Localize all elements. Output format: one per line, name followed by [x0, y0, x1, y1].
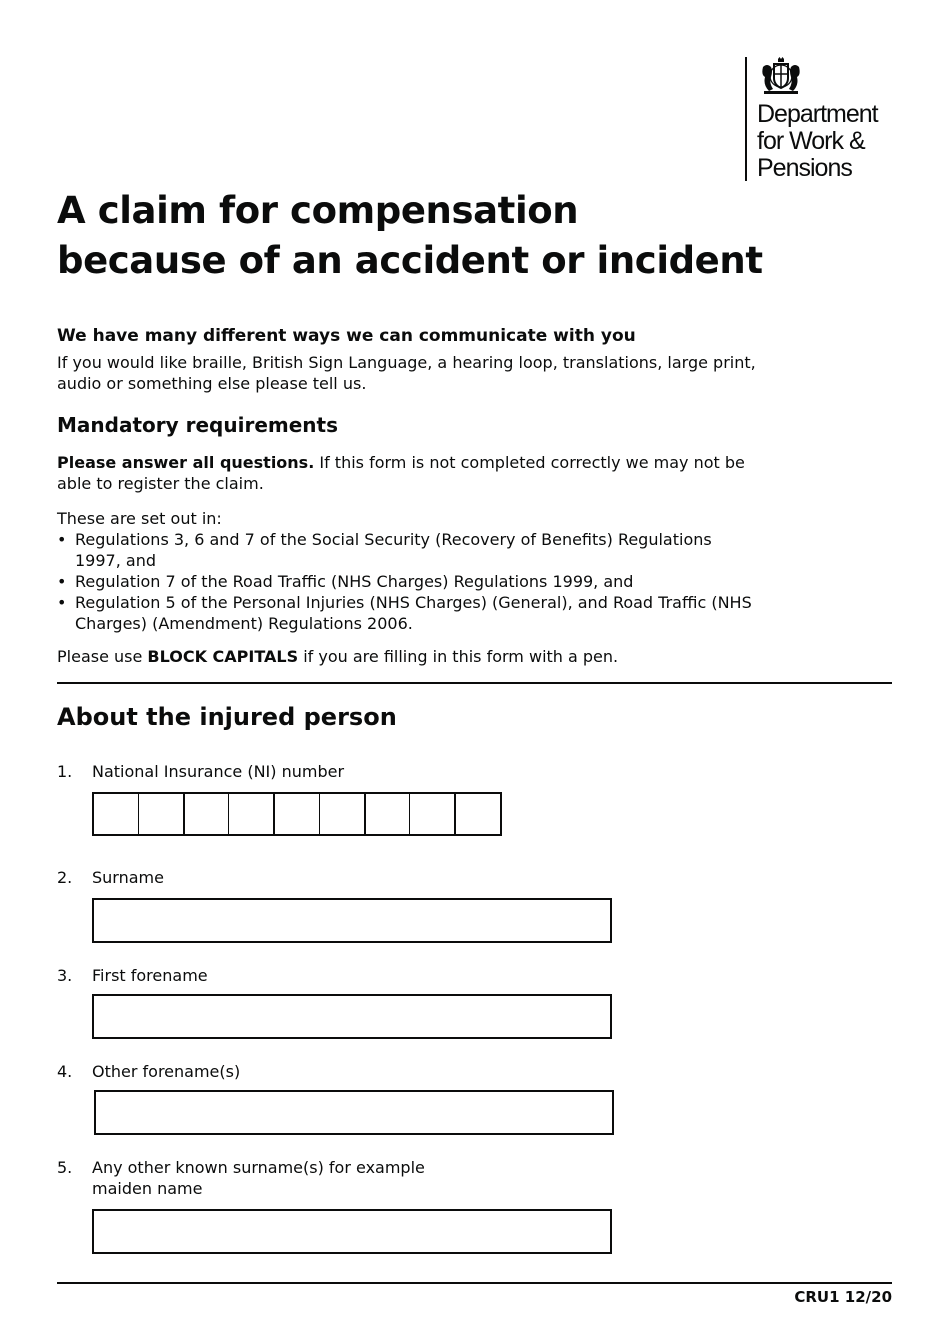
royal-crest-icon [758, 57, 804, 97]
question-label: Other forename(s) [92, 1062, 241, 1081]
block-note-prefix: Please use [57, 647, 148, 666]
logo-divider [745, 57, 747, 181]
section-divider [57, 682, 892, 684]
ni-character-cell[interactable] [94, 794, 139, 834]
first-forename-input[interactable] [92, 994, 612, 1039]
set-out-label: These are set out in: [57, 509, 222, 528]
ni-character-cell[interactable] [139, 794, 185, 834]
communication-heading: We have many different ways we can communicate with you [57, 326, 636, 346]
block-note-suffix: if you are filling in this form with a pen. [298, 647, 619, 666]
ni-character-cell[interactable] [320, 794, 366, 834]
footer-divider [57, 1282, 892, 1284]
question-number: 2. [57, 868, 73, 887]
department-name-line: for Work & [757, 127, 865, 155]
form-title-line: A claim for compensation [57, 189, 579, 232]
ni-character-cell[interactable] [275, 794, 320, 834]
mandatory-intro-rest: If this form is not completed correctly we may not be able to register the claim. [57, 453, 745, 493]
dwp-logo [745, 57, 905, 181]
question-label: National Insurance (NI) number [92, 762, 345, 781]
department-name-line: Pensions [757, 154, 852, 182]
regulation-item: • Regulation 5 of the Personal Injuries (NHS Charges) (General), and Road Traffic (NHS Charges) (Amendment) Regulations 2006. [57, 592, 757, 634]
communication-body: If you would like braille, British Sign Language, a hearing loop, translations, large print, audio or something else please tell us. [57, 353, 756, 393]
question-label: Surname [92, 868, 164, 887]
form-title [57, 186, 763, 286]
ni-character-cell[interactable] [229, 794, 275, 834]
ni-character-cell[interactable] [410, 794, 456, 834]
mandatory-intro-bold: Please answer all questions. [57, 453, 315, 472]
mandatory-intro [57, 452, 767, 494]
block-note-bold: BLOCK CAPITALS [147, 647, 299, 666]
section-heading: About the injured person [57, 703, 397, 731]
ni-number-input [92, 792, 502, 836]
regulation-item: • Regulations 3, 6 and 7 of the Social Security (Recovery of Benefits) Regulations 1997, and [57, 529, 757, 571]
department-name-line: Department [757, 100, 878, 128]
form-code: CRU1 12/20 [794, 1288, 892, 1306]
question-number: 3. [57, 966, 73, 985]
ni-character-cell[interactable] [456, 794, 500, 834]
other-forenames-input[interactable] [94, 1090, 614, 1135]
surname-input[interactable] [92, 898, 612, 943]
regulation-item: • Regulation 7 of the Road Traffic (NHS Charges) Regulations 1999, and [57, 571, 757, 592]
block-capitals-note [57, 646, 618, 667]
department-name [757, 101, 878, 182]
regulations-list [57, 529, 757, 634]
question-number: 1. [57, 762, 73, 781]
question-number: 5. [57, 1158, 73, 1177]
mandatory-heading: Mandatory requirements [57, 413, 338, 437]
question-label: Any other known surname(s) for example maiden name [92, 1158, 425, 1198]
other-surnames-input[interactable] [92, 1209, 612, 1254]
ni-character-cell[interactable] [185, 794, 230, 834]
question-label: First forename [92, 966, 208, 985]
form-title-line: because of an accident or incident [57, 239, 763, 282]
question-number: 4. [57, 1062, 73, 1081]
ni-character-cell[interactable] [366, 794, 411, 834]
